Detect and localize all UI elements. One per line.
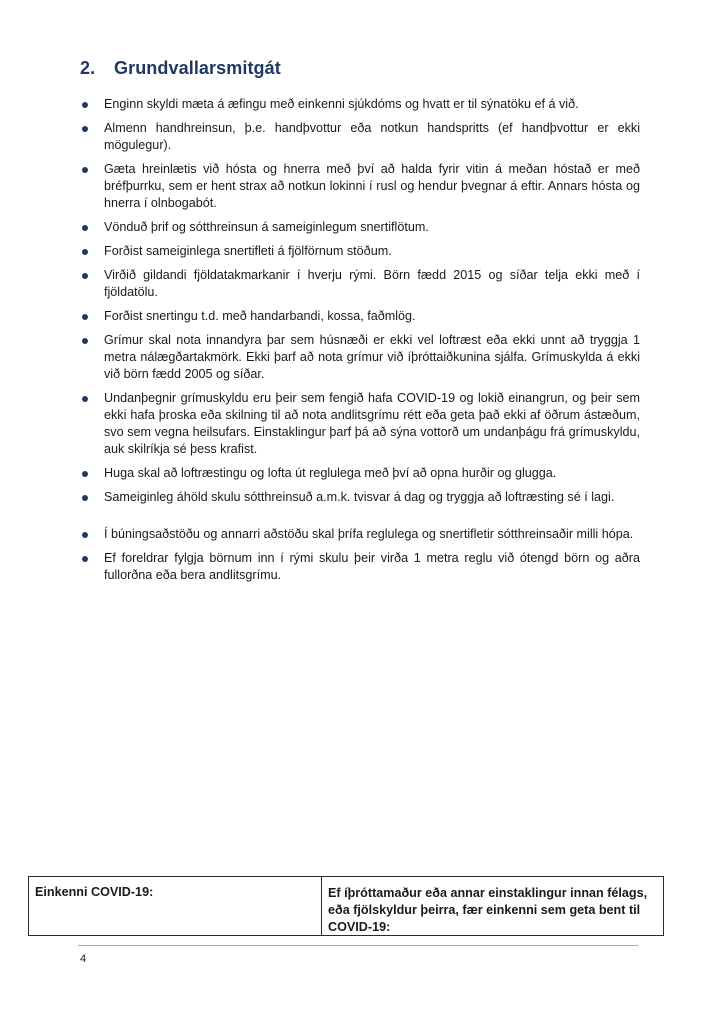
list-item-text: Ef foreldrar fylgja börnum inn í rými skulu þeir virða 1 metra reglu við ótengd börn og aðra fullorðna eða bera andlitsgrímu. xyxy=(104,551,640,582)
list-item-text: Forðist sameiginlega snertifleti á fjölförnum stöðum. xyxy=(104,244,392,258)
list-item xyxy=(80,526,640,543)
bullet-icon xyxy=(82,126,88,132)
table-cell-symptoms: Einkenni COVID-19: xyxy=(29,877,322,935)
list-item xyxy=(80,161,640,212)
list-item xyxy=(80,489,640,506)
list-item-text: Í búningsaðstöðu og annarri aðstöðu skal þrífa reglulega og snertifletir sótthreinsaðir milli hópa. xyxy=(104,527,634,541)
list-item xyxy=(80,550,640,584)
table-cell-procedure: Ef íþróttamaður eða annar einstaklingur innan félags, eða fjölskyldur þeirra, fær einkenni sem geta bent til COVID-19: xyxy=(328,886,648,934)
list-item-text: Enginn skyldi mæta á æfingu með einkenni sjúkdóms og hvatt er til sýnatöku ef á við. xyxy=(104,97,579,111)
list-item xyxy=(80,243,640,260)
list-item-text: Sameiginleg áhöld skulu sótthreinsuð a.m.k. tvisvar á dag og tryggja að loftræsting sé í lagi. xyxy=(104,490,615,504)
section-title: Grundvallarsmitgát xyxy=(114,58,281,78)
bullet-icon xyxy=(82,273,88,279)
list-item-text: Grímur skal nota innandyra þar sem húsnæði er ekki vel loftræst eða ekki unnt að tryggja 1 metra nálægðartakmörk. Ekki þarf að nota grímur við íþróttaiðkunina sjálfa. Grímuskylda á ekki við börn fædd 2005 og síðar. xyxy=(104,333,640,381)
bullet-icon xyxy=(82,167,88,173)
list-item xyxy=(80,267,640,301)
symptoms-table xyxy=(28,876,664,936)
bullet-icon xyxy=(82,532,88,538)
list-item xyxy=(80,465,640,482)
bullet-icon xyxy=(82,314,88,320)
list-item-text: Vönduð þrif og sótthreinsun á sameiginlegum snertiflötum. xyxy=(104,220,429,234)
list-item xyxy=(80,308,640,325)
list-item xyxy=(80,390,640,458)
section-heading xyxy=(80,58,281,79)
footer-divider xyxy=(78,945,638,946)
page-number: 4 xyxy=(80,953,87,965)
bullet-icon xyxy=(82,249,88,255)
section-number: 2. xyxy=(80,58,96,78)
bullet-icon xyxy=(82,471,88,477)
bullet-icon xyxy=(82,495,88,501)
bullet-icon xyxy=(82,556,88,562)
list-item-text: Forðist snertingu t.d. með handarbandi, kossa, faðmlög. xyxy=(104,309,416,323)
bullet-icon xyxy=(82,225,88,231)
list-item-text: Huga skal að loftræstingu og lofta út reglulega með því að opna hurðir og glugga. xyxy=(104,466,557,480)
guideline-list xyxy=(80,96,640,591)
list-item xyxy=(80,96,640,113)
bullet-icon xyxy=(82,396,88,402)
bullet-icon xyxy=(82,102,88,108)
list-item-text: Virðið gildandi fjöldatakmarkanir í hverju rými. Börn fædd 2015 og síðar telja ekki með í fjöldatölu. xyxy=(104,268,640,299)
list-item-text: Undanþegnir grímuskyldu eru þeir sem fengið hafa COVID-19 og lokið einangrun, og þeir sem ekki hafa þroska eða skilning til að nota andlitsgrímu rétt eða geta það ekki af öðrum ástæðum, svo sem vegna heilsufars. Einstaklingur þarf þá að sýna vottorð um undanþágu frá grímuskyldu, auk skilríkja sé þess krafist. xyxy=(104,391,640,456)
list-item xyxy=(80,332,640,383)
bullet-icon xyxy=(82,338,88,344)
list-item-text: Almenn handhreinsun, þ.e. handþvottur eða notkun handspritts (ef handþvottur er ekki mögulegur). xyxy=(104,121,640,152)
list-item xyxy=(80,219,640,236)
list-item xyxy=(80,120,640,154)
list-item-text: Gæta hreinlætis við hósta og hnerra með því að halda fyrir vitin á meðan hóstað er með bréfþurrku, sem er hent strax að notkun lokinni í rusl og hendur þvegnar á eftir. Annars hósta og hnerra í olnbogabót. xyxy=(104,162,640,210)
